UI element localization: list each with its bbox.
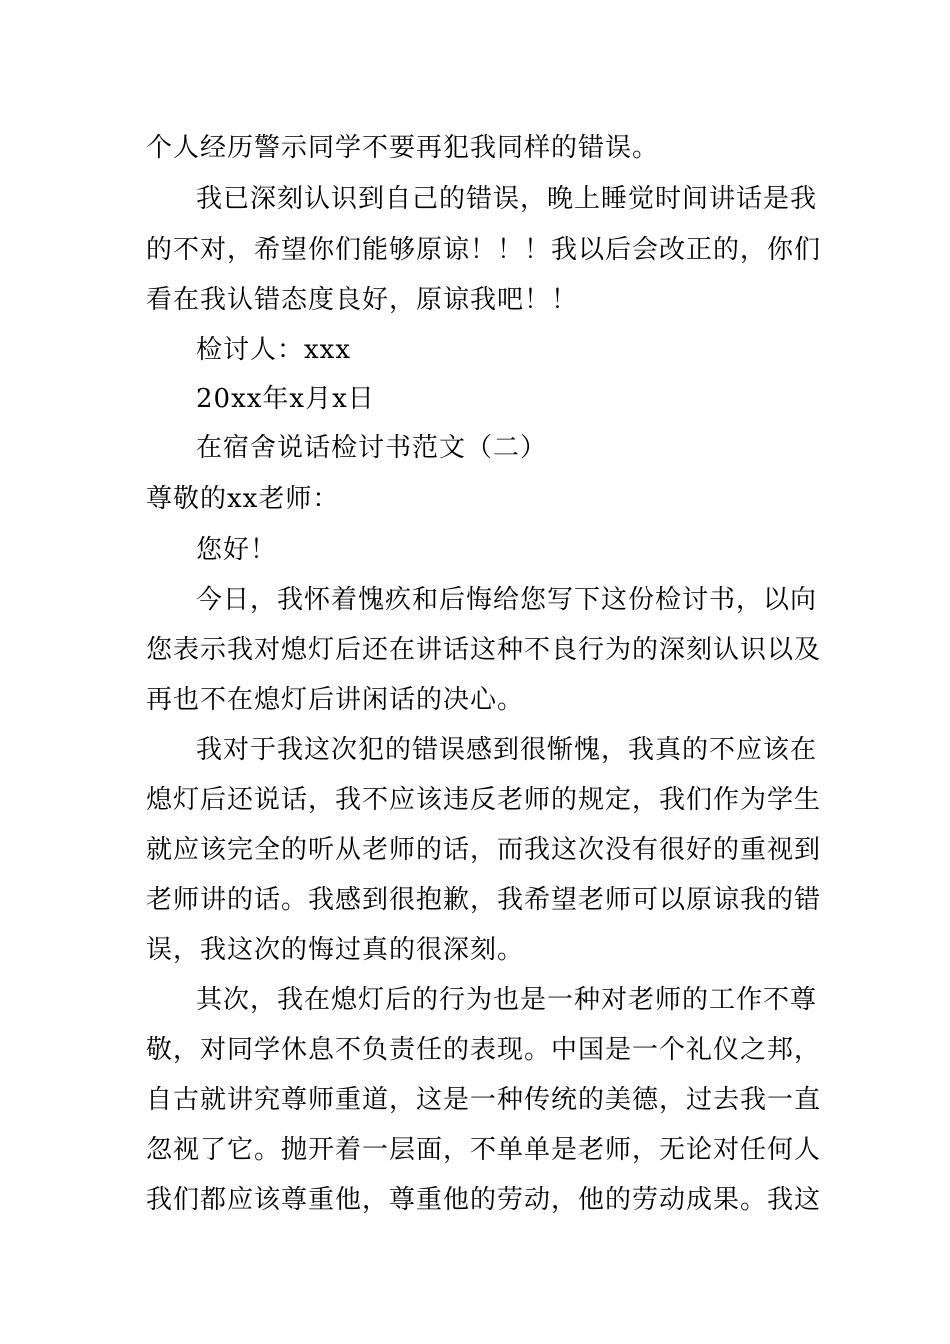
paragraph-line: 我对于我这次犯的错误感到很惭愧，我真的不应该在 [196, 735, 818, 765]
paragraph-line: 今日，我怀着愧疚和后悔给您写下这份检讨书，以向 [196, 585, 818, 615]
signature-reviewer: 检讨人：xxx [196, 335, 351, 365]
paragraph-line: 忽视了它。抛开着一层面，不单单是老师，无论对任何人 [146, 1135, 822, 1165]
paragraph-line: 敬，对同学休息不负责任的表现。中国是一个礼仪之邦， [146, 1035, 822, 1065]
paragraph-line: 看在我认错态度良好，原谅我吧！！ [146, 285, 579, 315]
paragraph-line: 个人经历警示同学不要再犯我同样的错误。 [146, 133, 660, 163]
paragraph-line: 您表示我对熄灯后还在讲话这种不良行为的深刻认识以及 [146, 635, 822, 665]
paragraph-line: 我已深刻认识到自己的错误，晚上睡觉时间讲话是我 [196, 184, 818, 214]
section-title: 在宿舍说话检讨书范文（二） [196, 433, 548, 463]
paragraph-line: 老师讲的话。我感到很抱歉，我希望老师可以原谅我的错 [146, 885, 822, 915]
paragraph-line: 其次，我在熄灯后的行为也是一种对老师的工作不尊 [196, 985, 818, 1015]
paragraph-line: 的不对，希望你们能够原谅！！！我以后会改正的，你们 [146, 235, 822, 265]
paragraph-line: 熄灯后还说话，我不应该违反老师的规定，我们作为学生 [146, 785, 822, 815]
paragraph-line: 误，我这次的悔过真的很深刻。 [146, 935, 525, 965]
salutation: 尊敬的xx老师： [146, 484, 340, 514]
paragraph-line: 自古就讲究尊师重道，这是一种传统的美德，过去我一直 [146, 1085, 822, 1115]
paragraph-line: 就应该完全的听从老师的话，而我这次没有很好的重视到 [146, 835, 822, 865]
paragraph-line: 再也不在熄灯后讲闲话的决心。 [146, 685, 525, 715]
signature-date: 20xx年x月x日 [196, 384, 375, 414]
paragraph-line: 我们都应该尊重他，尊重他的劳动，他的劳动成果。我这 [146, 1185, 822, 1215]
greeting: 您好！ [196, 535, 278, 565]
